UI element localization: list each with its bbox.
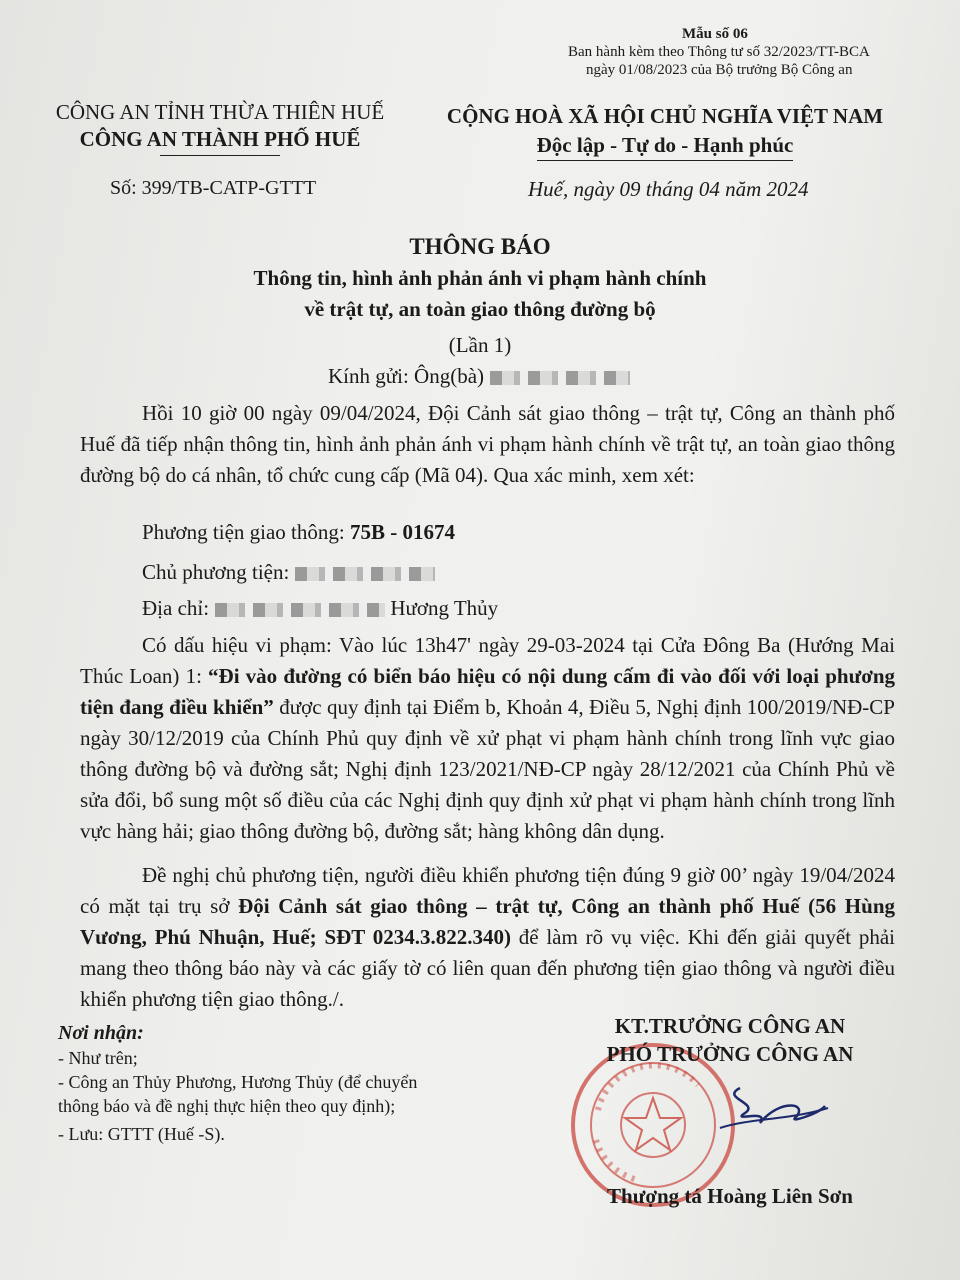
notice-title: THÔNG BÁO: [409, 234, 551, 259]
agency-header: [30, 100, 410, 152]
request-place: Đội Cảnh sát giao thông – trật tự, Công an thành phố Huế (56 Hùng Vương, Phú Nhuận, Huế; SĐT 0234.3.822.340): [80, 894, 896, 949]
notice-subtitle-1: Thông tin, hình ảnh phản ánh vi phạm hành chính: [253, 266, 707, 290]
vehicle-plate: 75B - 01674: [349, 520, 455, 544]
recipient-item: - Như trên;: [58, 1048, 138, 1068]
signatory-position-1: KT.TRƯỞNG CÔNG AN: [614, 1014, 846, 1038]
owner-label: Chủ phương tiện:: [142, 560, 290, 584]
recipient-item: - Lưu: GTTT (Huế -S).: [58, 1124, 225, 1144]
owner-field: [142, 560, 435, 585]
vehicle-label: Phương tiện giao thông:: [142, 520, 345, 544]
recipient-item: thông báo và đề nghị thực hiện theo quy định);: [58, 1096, 396, 1116]
vehicle-field: [142, 520, 455, 545]
address-field: [142, 596, 498, 621]
notice-subtitle-2: về trật tự, an toàn giao thông đường bộ: [304, 297, 656, 321]
agency-underline: [160, 155, 280, 156]
form-issued-line: Ban hành kèm theo Thông tư số 32/2023/TT-BCA: [568, 44, 870, 60]
redacted-name: [490, 371, 630, 385]
document-number: Số: 399/TB-CATP-GTTT: [110, 177, 317, 199]
violation-quote: “Đi vào đường có biển báo hiệu có nội dung cấm đi vào đối với loại phương tiện đang điều khiển”: [80, 664, 895, 719]
recipient-label: Kính gửi: Ông(bà): [328, 364, 485, 388]
request-end: để làm rõ vụ việc. Khi đến giải quyết phải mang theo thông báo này và các giấy tờ có liên quan đến phương tiện giao thông và người điều khiển phương tiện giao thông./.: [80, 925, 895, 1011]
national-header: [430, 104, 900, 161]
agency-parent: CÔNG AN TỈNH THỪA THIÊN HUẾ: [55, 100, 385, 124]
violation-legal: được quy định tại Điểm b, Khoản 4, Điều 5, Nghị định 100/2019/NĐ-CP ngày 30/12/2019 của Chính Phủ quy định về xử phạt vi phạm hành chính trong lĩnh vực giao thông đường bộ và đường sắt; Nghị định 123/2021/NĐ-CP ngày 28/12/2021 của Chính Phủ về sửa đổi, bổ sung một số điều của các Nghị định quy định xử phạt vi phạm hành chính trong lĩnh vực hàng hải; giao thông đường bộ, đường sắt; hàng không dân dụng.: [80, 695, 895, 843]
notice-iteration: (Lần 1): [448, 333, 512, 357]
recipients-title: Nơi nhận:: [58, 1022, 144, 1044]
violation-intro: Có dấu hiệu vi phạm: Vào lúc 13h47' ngày 29-03-2024 tại Cửa Đông Ba (Hướng Mai Thúc Loan) 1:: [80, 633, 895, 688]
form-date-line: ngày 01/08/2023 của Bộ trưởng Bộ Công an: [586, 62, 853, 78]
national-motto: Độc lập - Tự do - Hạnh phúc: [537, 133, 794, 161]
form-number: Mẫu số 06: [682, 26, 748, 42]
redacted-address: [215, 603, 385, 617]
signature-icon: [700, 1078, 830, 1138]
violation-paragraph: [80, 630, 895, 847]
redacted-owner: [295, 567, 435, 581]
signatory-position-2: PHÓ TRƯỞNG CÔNG AN: [606, 1042, 854, 1066]
place-date: Huế, ngày 09 tháng 04 năm 2024: [528, 177, 809, 201]
request-paragraph: [80, 860, 895, 1015]
nation-title: CỘNG HOÀ XÃ HỘI CHỦ NGHĨA VIỆT NAM: [446, 104, 884, 128]
agency-name: CÔNG AN THÀNH PHỐ HUẾ: [79, 127, 361, 151]
recipient-line: [328, 364, 630, 389]
intro-paragraph: Hồi 10 giờ 00 ngày 09/04/2024, Đội Cảnh sát giao thông – trật tự, Công an thành phố Huế đã tiếp nhận thông tin, hình ảnh phản ánh vi phạm hành chính về trật tự, an toàn giao thông đường bộ do cá nhân, tổ chức cung cấp (Mã 04). Qua xác minh, xem xét:: [80, 401, 895, 487]
request-intro: Đề nghị chủ phương tiện, người điều khiển phương tiện đúng 9 giờ 00’ ngày 19/04/2024 có mặt tại trụ sở: [80, 863, 895, 918]
address-visible: Hương Thủy: [390, 596, 499, 620]
signatory-name: Thượng tá Hoàng Liên Sơn: [607, 1184, 853, 1208]
address-label: Địa chỉ:: [142, 596, 210, 620]
recipient-item: - Công an Thủy Phương, Hương Thủy (để chuyển: [58, 1072, 418, 1092]
